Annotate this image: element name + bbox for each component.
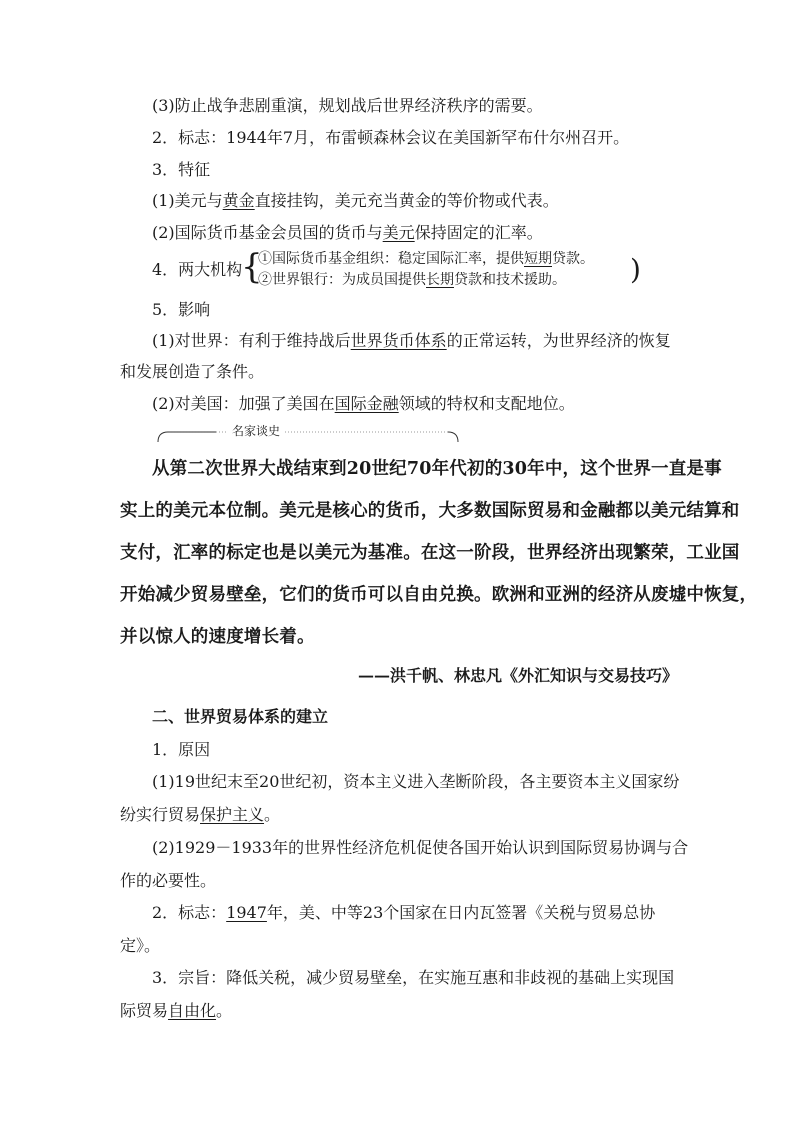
text-line <box>120 1001 232 1021</box>
text: 2．标志： <box>152 903 227 922</box>
quote-line: 实上的美元本位制。美元是核心的货币，大多数国际贸易和金融都以美元结算和 <box>120 501 740 521</box>
text-line: 1．原因 <box>152 740 211 759</box>
right-paren-icon: ) <box>630 253 641 286</box>
text-line <box>152 394 575 414</box>
quote-source: ——洪千帆、林忠凡《外汇知识与交易技巧》 <box>358 666 679 685</box>
quote-line: 从第二次世界大战结束到20世纪70年代初的30年中，这个世界一直是事 <box>152 459 722 479</box>
underlined-text: 美元 <box>382 223 415 242</box>
text-line <box>120 805 280 825</box>
text: 际贸易 <box>120 1001 169 1020</box>
quote-line: 并以惊人的速度增长着。 <box>120 627 315 647</box>
text-line: 3．宗旨：降低关税，减少贸易壁垒，在实施互惠和非歧视的基础上实现国 <box>152 968 675 987</box>
quote-line: 支付，汇率的标定也是以美元为基准。在这一阶段，世界经济出现繁荣，工业国 <box>120 543 740 563</box>
underlined-text: 长期 <box>426 272 454 288</box>
text: 。 <box>264 805 281 824</box>
quote-line: 开始减少贸易壁垒，它们的货币可以自由兑换。欧洲和亚洲的经济从废墟中恢复， <box>120 585 758 605</box>
underlined-text: 短期 <box>524 251 552 267</box>
text: (1)对世界：有利于维持战后 <box>152 331 351 350</box>
text-line: 和发展创造了条件。 <box>120 362 265 381</box>
institution-row <box>258 249 594 269</box>
text: 的正常运转，为世界经济的恢复 <box>446 331 671 350</box>
text: ②世界银行：为成员国提供 <box>258 272 426 288</box>
banner-title: 名家谈史 <box>228 424 284 438</box>
text-line: 作的必要性。 <box>120 871 217 890</box>
text: 。 <box>216 1001 233 1020</box>
text: 直接挂钩，美元充当黄金的等价物或代表。 <box>254 191 559 210</box>
text-line: (2)1929－1933年的世界性经济危机促使各国开始认识到国际贸易协调与合 <box>152 838 689 857</box>
text: 保持固定的汇率。 <box>414 223 543 242</box>
institution-row <box>258 270 566 290</box>
text-line <box>152 191 559 211</box>
section-heading: 二、世界贸易体系的建立 <box>152 707 329 726</box>
text-line: 2．标志：1944年7月，布雷顿森林会议在美国新罕布什尔州召开。 <box>152 128 630 147</box>
underlined-text: 世界货币体系 <box>350 331 447 350</box>
text-line: 3．特征 <box>152 160 211 179</box>
text: 纷实行贸易 <box>120 805 201 824</box>
text: 年，美、中等23个国家在日内瓦签署《关税与贸易总协 <box>266 903 656 922</box>
quote-banner <box>156 428 460 444</box>
text-line <box>152 903 655 923</box>
text: 领域的特权和支配地位。 <box>398 394 575 413</box>
institutions-label: 4．两大机构 <box>152 260 243 279</box>
text-line <box>152 223 543 243</box>
text: 贷款。 <box>552 251 594 267</box>
underlined-text: 黄金 <box>222 191 255 210</box>
text: (1)美元与 <box>152 191 223 210</box>
text: ①国际货币基金组织：稳定国际汇率，提供 <box>258 251 524 267</box>
text-line <box>152 331 671 351</box>
text: (2)国际货币基金会员国的货币与 <box>152 223 383 242</box>
left-brace-icon: { <box>241 247 263 287</box>
underlined-text: 自由化 <box>168 1001 217 1020</box>
text-line: (3)防止战争悲剧重演，规划战后世界经济秩序的需要。 <box>152 96 543 115</box>
underlined-text: 国际金融 <box>334 394 399 413</box>
text: (2)对美国：加强了美国在 <box>152 394 335 413</box>
text-line: 定》。 <box>120 936 161 955</box>
text-line: (1)19世纪末至20世纪初，资本主义进入垄断阶段，各主要资本主义国家纷 <box>152 772 680 791</box>
text: 贷款和技术援助。 <box>454 272 566 288</box>
underlined-text: 1947 <box>226 903 267 922</box>
text-line: 5．影响 <box>152 300 211 319</box>
underlined-text: 保护主义 <box>200 805 265 824</box>
